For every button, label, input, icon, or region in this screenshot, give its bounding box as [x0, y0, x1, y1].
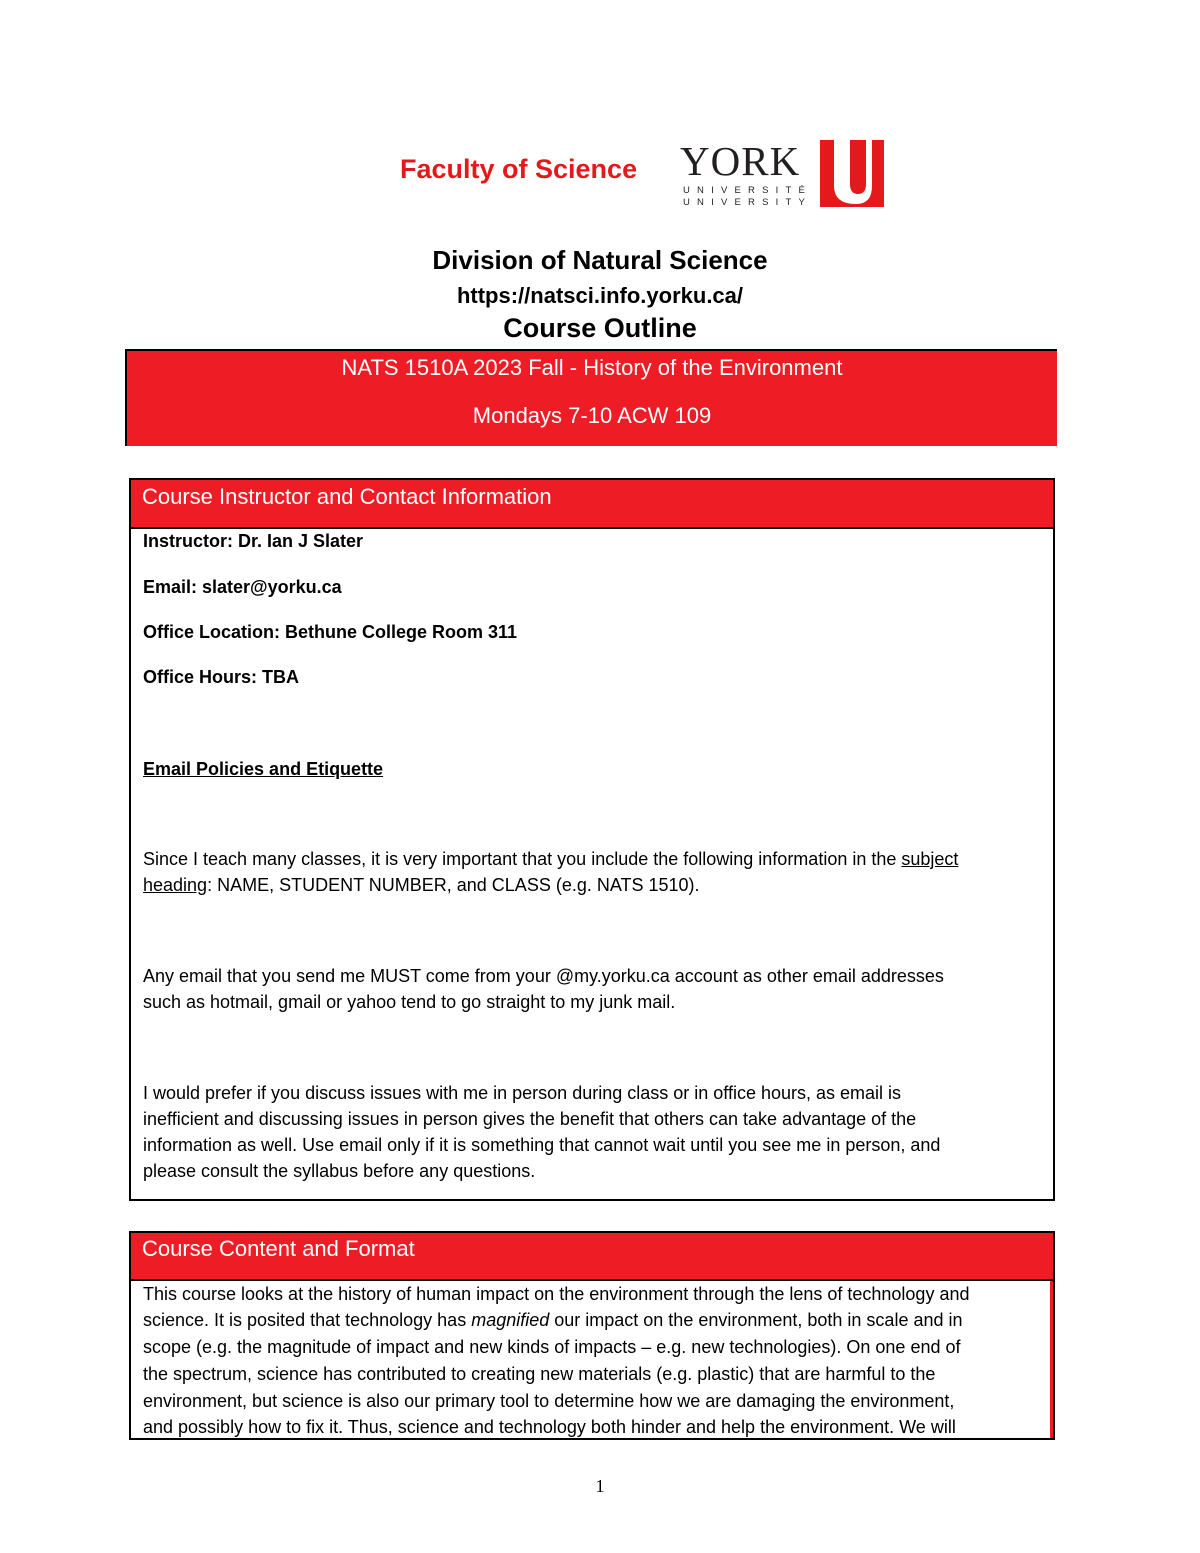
heading-underline: heading — [143, 875, 208, 895]
red-rule — [1050, 1281, 1053, 1438]
instructor-name: Instructor: Dr. Ian J Slater — [143, 531, 364, 551]
course-title: NATS 1510A 2023 Fall - History of the Environment — [341, 355, 843, 380]
content-emphasis: magnified — [471, 1310, 550, 1330]
office-location: Office Location: Bethune College Room 311 — [143, 622, 518, 642]
content-section-heading: Course Content and Format — [131, 1233, 1053, 1281]
division-url[interactable]: https://natsci.info.yorku.ca/ — [456, 283, 744, 308]
policy-text: Since I teach many classes, it is very important that you include the following information in the — [143, 849, 902, 869]
course-banner — [125, 349, 1057, 446]
content-text: our impact on the environment, both in scale and in — [549, 1310, 963, 1330]
instructor-section — [129, 478, 1055, 1201]
office-hours: Office Hours: TBA — [143, 667, 300, 687]
content-line-6: and possibly how to fix it. Thus, science and technology both hinder and help the environment. We will — [143, 1417, 956, 1437]
content-line-4: the spectrum, science has contributed to creating new materials (e.g. plastic) that are harmful to the — [143, 1364, 936, 1384]
content-line-5: environment, but science is also our primary tool to determine how we are damaging the environment, — [143, 1391, 955, 1411]
logo-universite: UNIVERSITÉ — [683, 185, 813, 196]
policy-paragraph-3-line-2: inefficient and discussing issues in person gives the benefit that others can take advantage of the — [143, 1109, 917, 1129]
page-number: 1 — [595, 1476, 605, 1496]
course-schedule: Mondays 7-10 ACW 109 — [472, 403, 712, 428]
division-title: Division of Natural Science — [432, 245, 768, 275]
policy-paragraph-3-line-3: information as well. Use email only if it is something that cannot wait until you see me in person, and — [143, 1135, 941, 1155]
instructor-email: Email: slater@yorku.ca — [143, 577, 342, 597]
policy-paragraph-2-line-2: such as hotmail, gmail or yahoo tend to go straight to my junk mail. — [143, 992, 676, 1012]
policy-paragraph-3-line-4: please consult the syllabus before any questions. — [143, 1161, 536, 1181]
logo-wordmark: YORK — [680, 138, 801, 184]
page-title: Course Outline — [503, 313, 697, 343]
policy-text: : NAME, STUDENT NUMBER, and CLASS (e.g. NATS 1510). — [207, 875, 700, 895]
content-text: science. It is posited that technology has — [143, 1310, 472, 1330]
policy-paragraph-1-line-2 — [143, 872, 700, 898]
policy-paragraph-1-line-1 — [143, 846, 958, 872]
content-line-3: scope (e.g. the magnitude of impact and new kinds of impacts – e.g. new technologies). On one end of — [143, 1337, 961, 1357]
faculty-title: Faculty of Science — [400, 154, 638, 184]
logo-university: UNIVERSITY — [683, 197, 813, 208]
content-line-2 — [143, 1307, 963, 1333]
policy-paragraph-2-line-1: Any email that you send me MUST come from your @my.yorku.ca account as other email addresses — [143, 966, 944, 986]
york-u-mark-icon — [820, 140, 884, 207]
policy-paragraph-3-line-1: I would prefer if you discuss issues with me in person during class or in office hours, as email is — [143, 1083, 902, 1103]
content-line-1: This course looks at the history of human impact on the environment through the lens of technology and — [143, 1284, 970, 1304]
content-section — [129, 1231, 1055, 1440]
york-university-logo — [680, 140, 886, 210]
subject-underline: subject — [901, 849, 959, 869]
instructor-section-heading: Course Instructor and Contact Information — [131, 480, 1053, 529]
email-policies-heading: Email Policies and Etiquette — [143, 759, 384, 779]
